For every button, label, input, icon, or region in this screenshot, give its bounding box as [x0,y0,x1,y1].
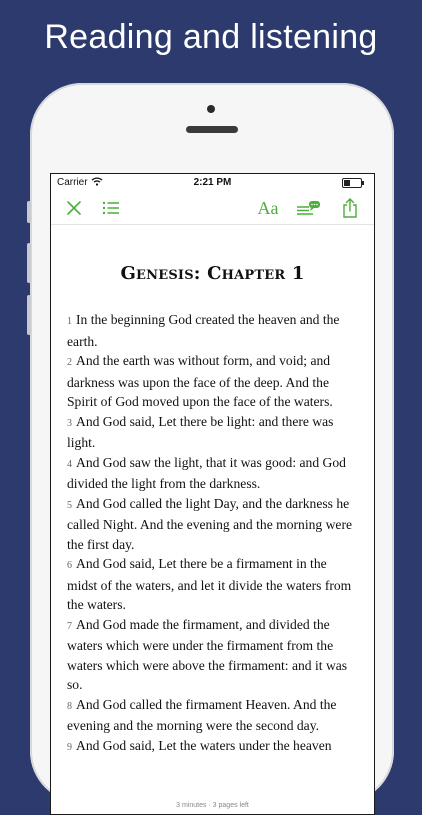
verse [67,736,359,758]
verse-number: 8 [67,700,72,712]
verse-list [67,310,359,757]
verse-text: And God made the firmament, and divided the waters which were under the firmament from the waters which were above the firmament: and it was so. [67,616,348,692]
verse-number: 5 [67,499,72,511]
verse-number: 7 [67,620,72,632]
verse [67,554,359,615]
verse-text: And God called the light Day, and the darkness he called Night. And the evening and the morning were the first day. [67,495,353,552]
app-screen [50,173,375,815]
verse [67,453,359,494]
verse-text: And God said, Let there be a firmament in the midst of the waters, and let it divide the waters from the waters. [67,556,352,612]
share-icon[interactable] [338,196,362,220]
earpiece-speaker [186,126,238,133]
battery-level [344,180,350,186]
verse-text: And God saw the light, that it was good: and God divided the light from the darkness. [67,454,346,491]
headline: Reading and listening [44,18,378,56]
verse [67,494,359,555]
font-size-label: Aa [257,197,279,218]
battery-icon [342,178,362,188]
verse-text: And God called the firmament Heaven. And the evening and the morning were the second day. [67,696,337,733]
verse [67,351,359,412]
text-fade [51,784,374,798]
verse-number: 6 [67,560,72,571]
verse [67,310,359,351]
reading-progress: 3 minutes · 3 pages left [51,798,374,814]
verse-text: And God said, Let the waters under the heaven [76,737,332,753]
verse [67,412,359,453]
mute-switch [27,201,31,223]
verse-text: And the earth was without form, and void; and darkness was upon the face of the deep. And the Spirit of God moved upon the face of the waters. [67,353,333,409]
volume-up-button [27,243,31,283]
list-icon[interactable] [99,196,123,220]
verse-number: 4 [67,458,72,470]
verse-number: 1 [67,316,72,327]
verse [67,695,359,736]
chapter-title: Genesis: Chapter 1 [120,263,305,284]
front-camera [207,105,215,113]
reading-pane[interactable] [51,225,374,798]
verse-number: 3 [67,417,72,429]
font-size-button[interactable] [255,196,281,220]
verse-number: 2 [67,357,72,368]
verse-text: In the beginning God created the heaven and the earth. [67,312,340,349]
speech-bubble-icon[interactable] [295,196,323,220]
close-icon[interactable] [63,196,85,220]
status-bar [51,174,374,192]
verse-number: 9 [67,741,72,753]
verse-text: And God said, Let there be light: and there was light. [67,413,334,450]
reader-toolbar [51,192,374,225]
status-time: 2:21 PM [193,177,232,188]
volume-down-button [27,295,31,335]
phone-frame [30,83,394,809]
carrier-label: Carrier [57,177,88,188]
verse [67,615,359,695]
